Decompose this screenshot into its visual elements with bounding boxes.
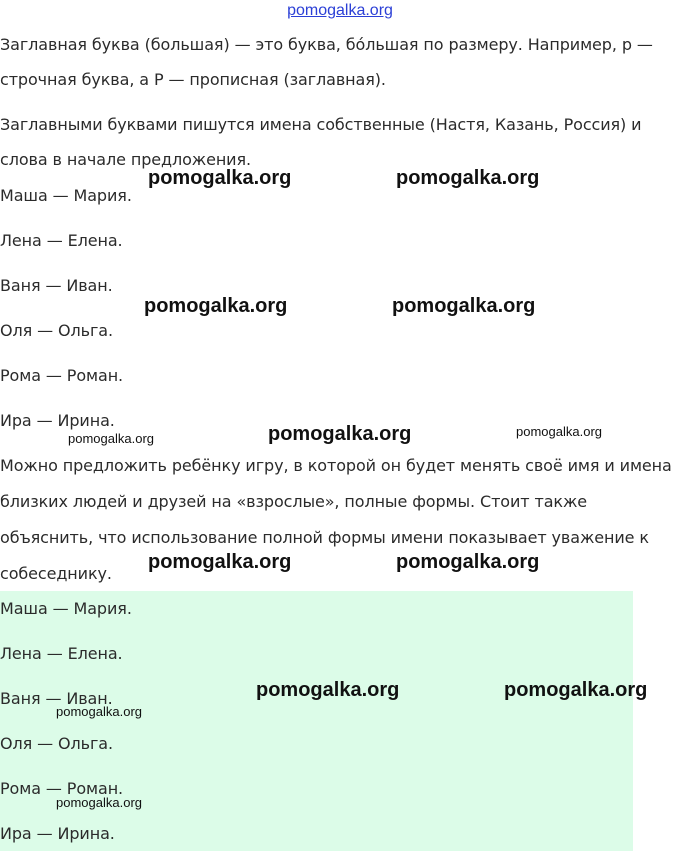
watermark: pomogalka.org bbox=[148, 167, 292, 189]
watermark: pomogalka.org bbox=[56, 704, 142, 719]
list-item: Ира — Ирина. bbox=[0, 411, 115, 430]
paragraph-line: объяснить, что использование полной формы имени показывает уважение к bbox=[0, 528, 649, 547]
answer-item: Ваня — Иван. bbox=[0, 689, 113, 708]
paragraph-line: Можно предложить ребёнку игру, в которой он будет менять своё имя и имена bbox=[0, 456, 672, 475]
answer-item: Лена — Елена. bbox=[0, 644, 123, 663]
watermark: pomogalka.org bbox=[392, 295, 536, 317]
answer-item: Рома — Роман. bbox=[0, 779, 124, 798]
watermark: pomogalka.org bbox=[148, 551, 292, 573]
watermark: pomogalka.org bbox=[504, 679, 648, 701]
answer-box bbox=[0, 591, 633, 851]
paragraph-line: собеседнику. bbox=[0, 564, 112, 583]
watermark: pomogalka.org bbox=[268, 423, 412, 445]
watermark: pomogalka.org bbox=[256, 679, 400, 701]
paragraph-line: слова в начале предложения. bbox=[0, 150, 251, 169]
watermark: pomogalka.org bbox=[516, 424, 602, 439]
paragraph-line: Заглавными буквами пишутся имена собственные (Настя, Казань, Россия) и bbox=[0, 115, 642, 134]
site-link[interactable]: pomogalka.org bbox=[287, 2, 393, 19]
watermark: pomogalka.org bbox=[144, 295, 288, 317]
watermark: pomogalka.org bbox=[396, 551, 540, 573]
watermark: pomogalka.org bbox=[396, 167, 540, 189]
list-item: Рома — Роман. bbox=[0, 366, 124, 385]
answer-item: Маша — Мария. bbox=[0, 599, 132, 618]
list-item: Ваня — Иван. bbox=[0, 276, 113, 295]
list-item: Оля — Ольга. bbox=[0, 321, 113, 340]
watermark: pomogalka.org bbox=[56, 795, 142, 810]
paragraph-line: строчная буква, а Р — прописная (заглавная). bbox=[0, 70, 386, 89]
watermark: pomogalka.org bbox=[68, 431, 154, 446]
answer-item: Оля — Ольга. bbox=[0, 734, 113, 753]
list-item: Лена — Елена. bbox=[0, 231, 123, 250]
paragraph-line: Заглавная буква (большая) — это буква, бо́льшая по размеру. Например, р — bbox=[0, 35, 653, 54]
list-item: Маша — Мария. bbox=[0, 186, 132, 205]
paragraph-line: близких людей и друзей на «взрослые», полные формы. Стоит также bbox=[0, 492, 588, 511]
answer-item: Ира — Ирина. bbox=[0, 824, 115, 843]
